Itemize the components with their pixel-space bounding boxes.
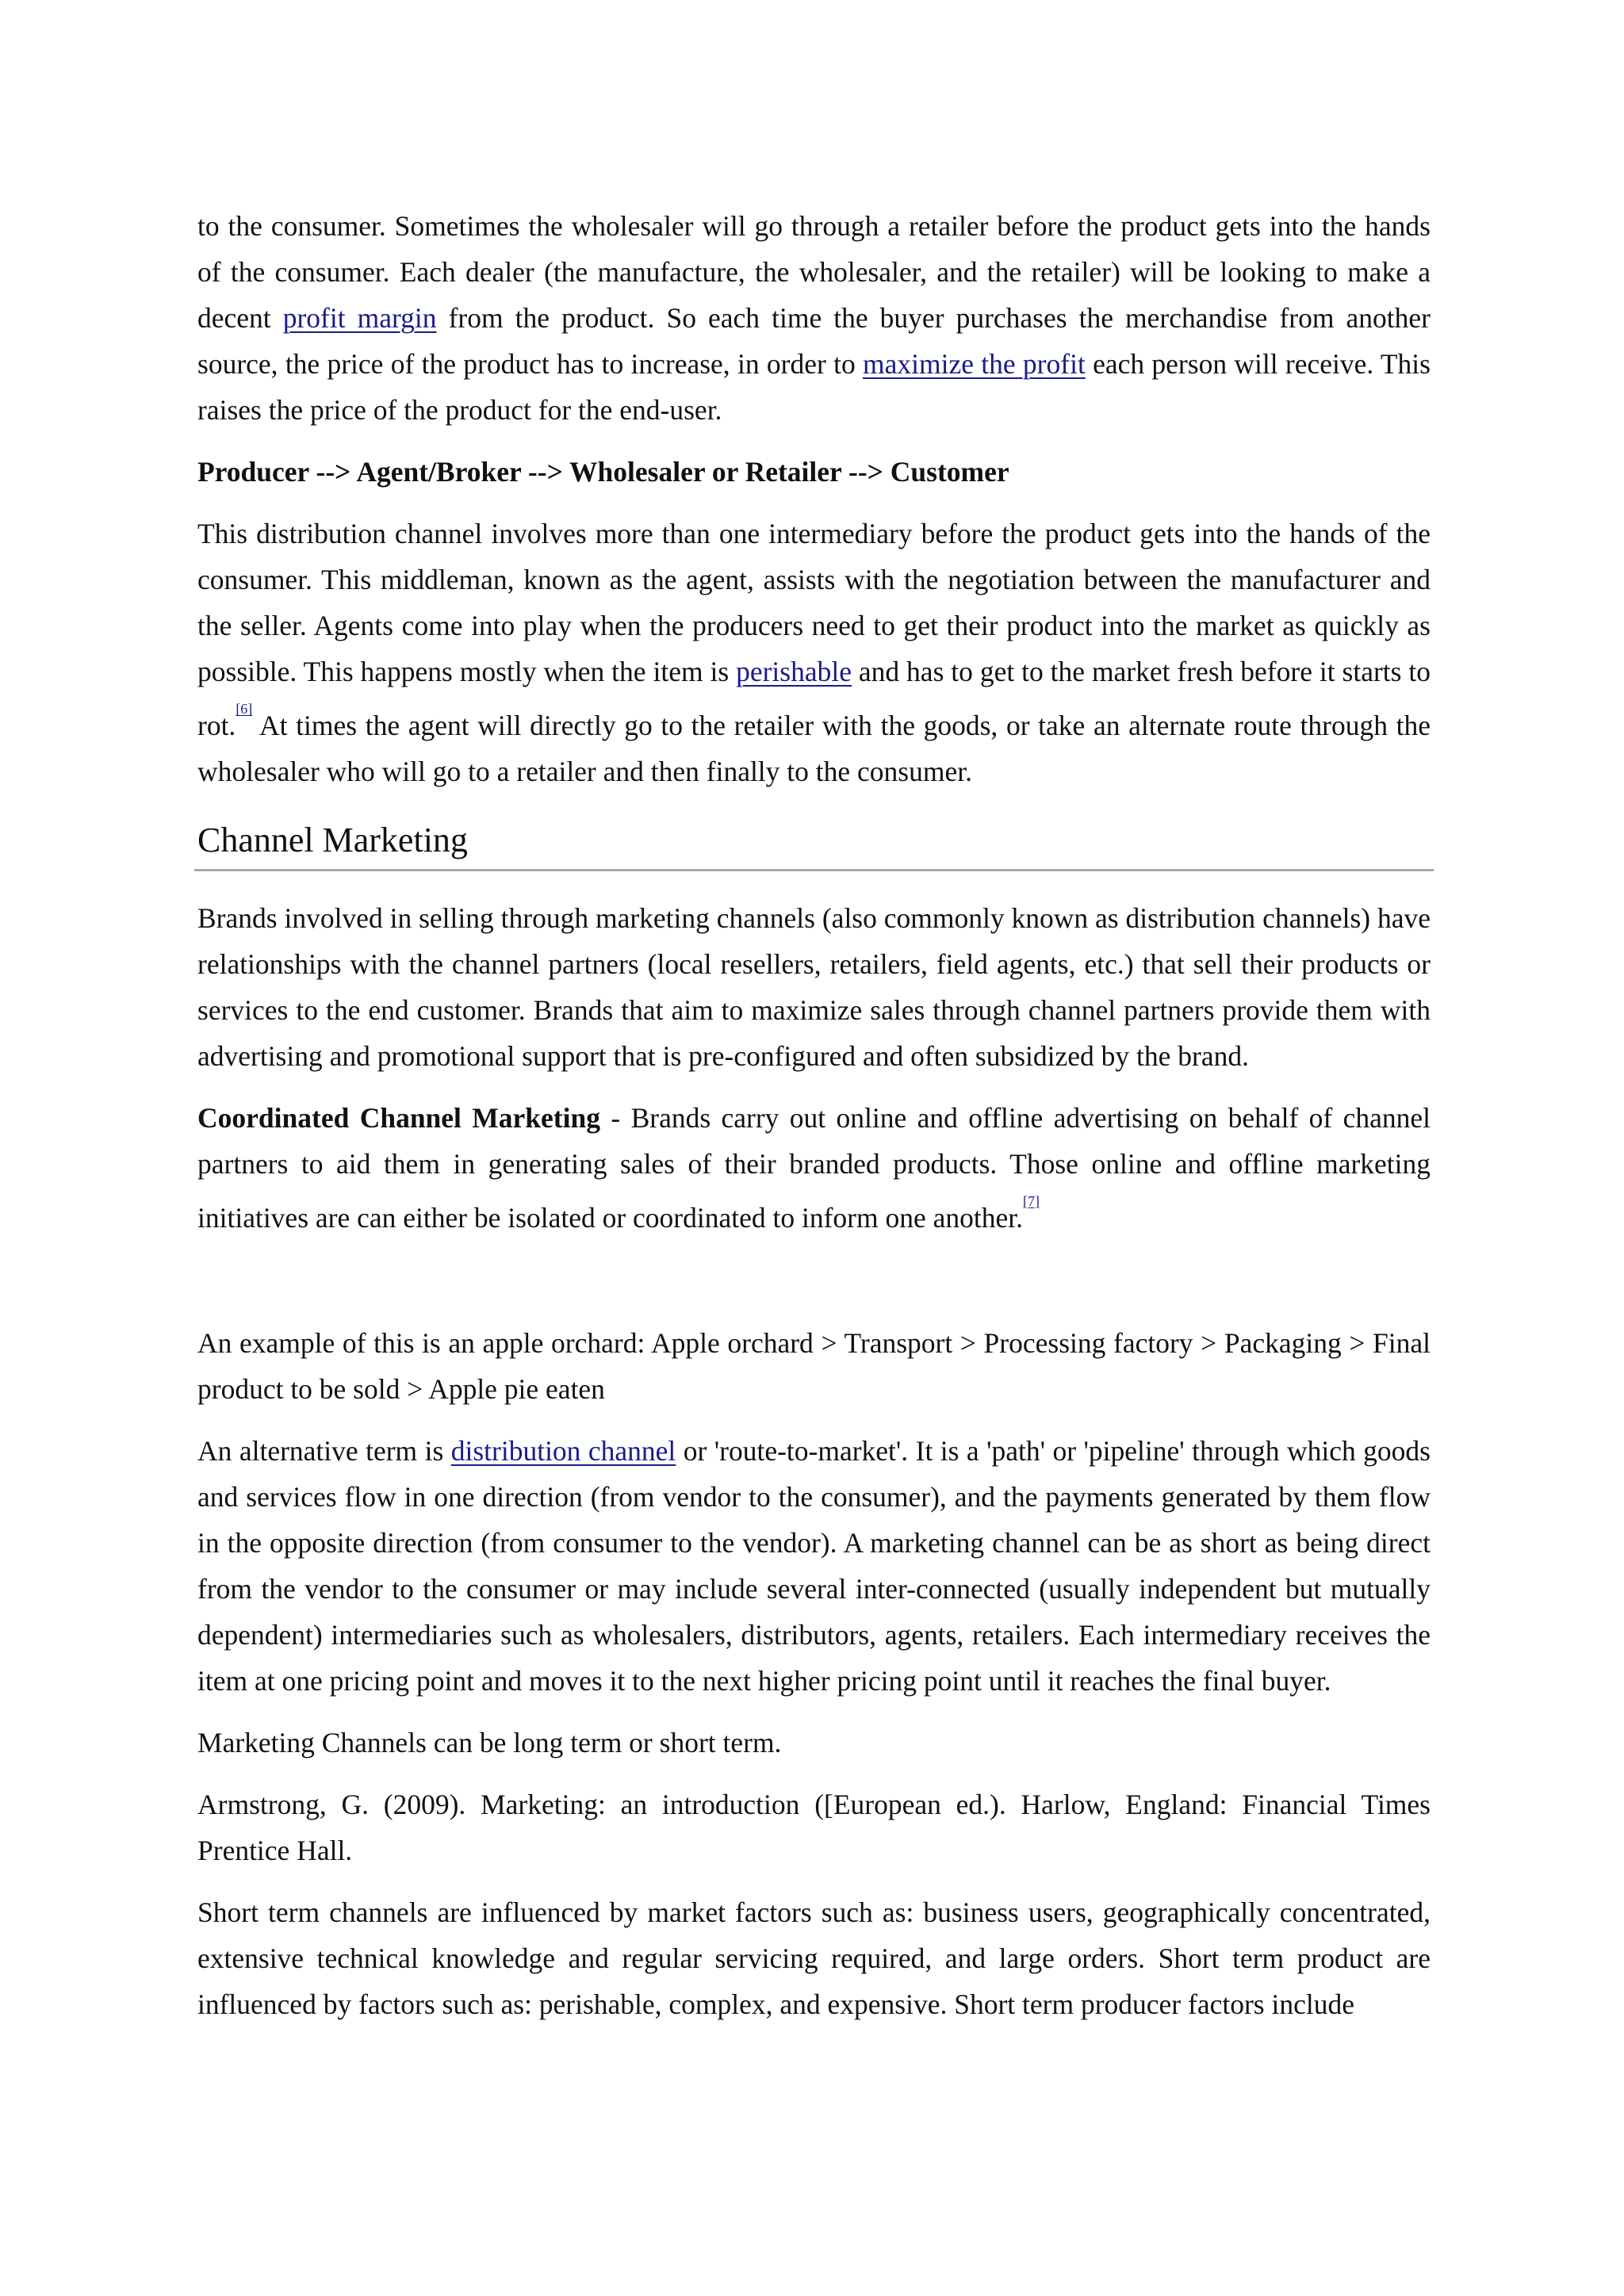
paragraph-text: and has to get to the market fresh before it starts to rot. — [197, 656, 1431, 741]
paragraph-text: each person will receive. This raises the price of the product for the end-user. — [197, 348, 1431, 426]
link-distribution-channel[interactable]: distribution channel — [450, 1434, 676, 1467]
paragraph-consumer-chain — [197, 203, 1431, 433]
link-profit-margin[interactable]: profit margin — [282, 302, 437, 334]
paragraph-text: or 'route-to-market'. It is a 'path' or 'pipeline' through which goods and services flow in one direction (from vendor to the consumer), and the payments generated by them flow in the opposite direction (from consumer to the vendor). A marketing channel can be as short as being direct from the vendor to the consumer or may include several inter-connected (usually independent but mutually dependent) intermediaries such as wholesalers, distributors, agents, retailers. Each intermediary receives the item at one pricing point and moves it to the next higher pricing point until it reaches the final buyer. — [197, 1434, 1431, 1697]
paragraph-short-term-channels: Short term channels are influenced by market factors such as: business users, geographically concentrated, extensive technical knowledge and regular servicing required, and large orders. Short term product are influenced by factors such as: perishable, complex, and expensive. Short term producer factors include — [197, 1896, 1431, 2020]
chain-heading: Producer --> Agent/Broker --> Wholesaler or Retailer --> Customer — [197, 456, 1009, 488]
paragraph-citation: Armstrong, G. (2009). Marketing: an introduction ([European ed.). Harlow, England: Financial Times Prentice Hall. — [197, 1788, 1431, 1866]
paragraph-text: from the product. So each time the buyer purchases the merchandise from another source, the price of the product has to increase, in order to — [197, 302, 1431, 380]
paragraph-apple-orchard: An example of this is an apple orchard: Apple orchard > Transport > Processing factory > Packaging > Final product to be sold > Apple pie eaten — [197, 1326, 1431, 1405]
paragraph-text: - Brands carry out online and offline advertising on behalf of channel partners to aid them in generating sales of their branded products. Those online and offline marketing initiatives are can either be isolated or coordinated to inform one another. — [197, 1101, 1431, 1234]
bold-term: Coordinated Channel Marketing — [197, 1101, 600, 1134]
document-body — [197, 203, 1431, 2027]
paragraph-text: This distribution channel involves more than one intermediary before the product gets into the hands of the consumer. This middleman, known as the agent, assists with the negotiation between the manufacturer and the seller. Agents come into play when the producers need to get their product into the market as quickly as possible. This happens mostly when the item is — [197, 518, 1431, 687]
link-perishable[interactable]: perishable — [736, 656, 852, 687]
paragraph-agent-channel — [197, 511, 1431, 794]
paragraph-long-short-term: Marketing Channels can be long term or short term. — [197, 1726, 782, 1758]
section-heading-channel-marketing: Channel Marketing — [194, 794, 1434, 871]
paragraph-text: At times the agent will directly go to the retailer with the goods, or take an alternate route through the wholesaler who will go to a retailer and then finally to the consumer. — [197, 709, 1431, 787]
paragraph-text: to the consumer. Sometimes the wholesaler will go through a retailer before the product gets into the hands of the consumer. Each dealer (the manufacture, the wholesaler, and the retailer) will be looking to make a decent — [197, 210, 1431, 334]
link-maximize-the-profit[interactable]: maximize the profit — [863, 348, 1086, 380]
paragraph-text: An alternative term is — [197, 1434, 451, 1467]
reference-7-link[interactable]: [7] — [1022, 1192, 1040, 1209]
reference-6-link[interactable]: [6] — [236, 701, 253, 717]
paragraph-brands: Brands involved in selling through marketing channels (also commonly known as distribution channels) have relationships with the channel partners (local resellers, retailers, field agents, etc.) that sell their products or services to the end customer. Brands that aim to maximize sales through channel partners provide them with advertising and promotional support that is pre-configured and often subsidized by the brand. — [197, 901, 1431, 1072]
paragraph-alternative-term — [197, 1428, 1431, 1704]
paragraph-coordinated-channel-marketing — [197, 1095, 1431, 1241]
